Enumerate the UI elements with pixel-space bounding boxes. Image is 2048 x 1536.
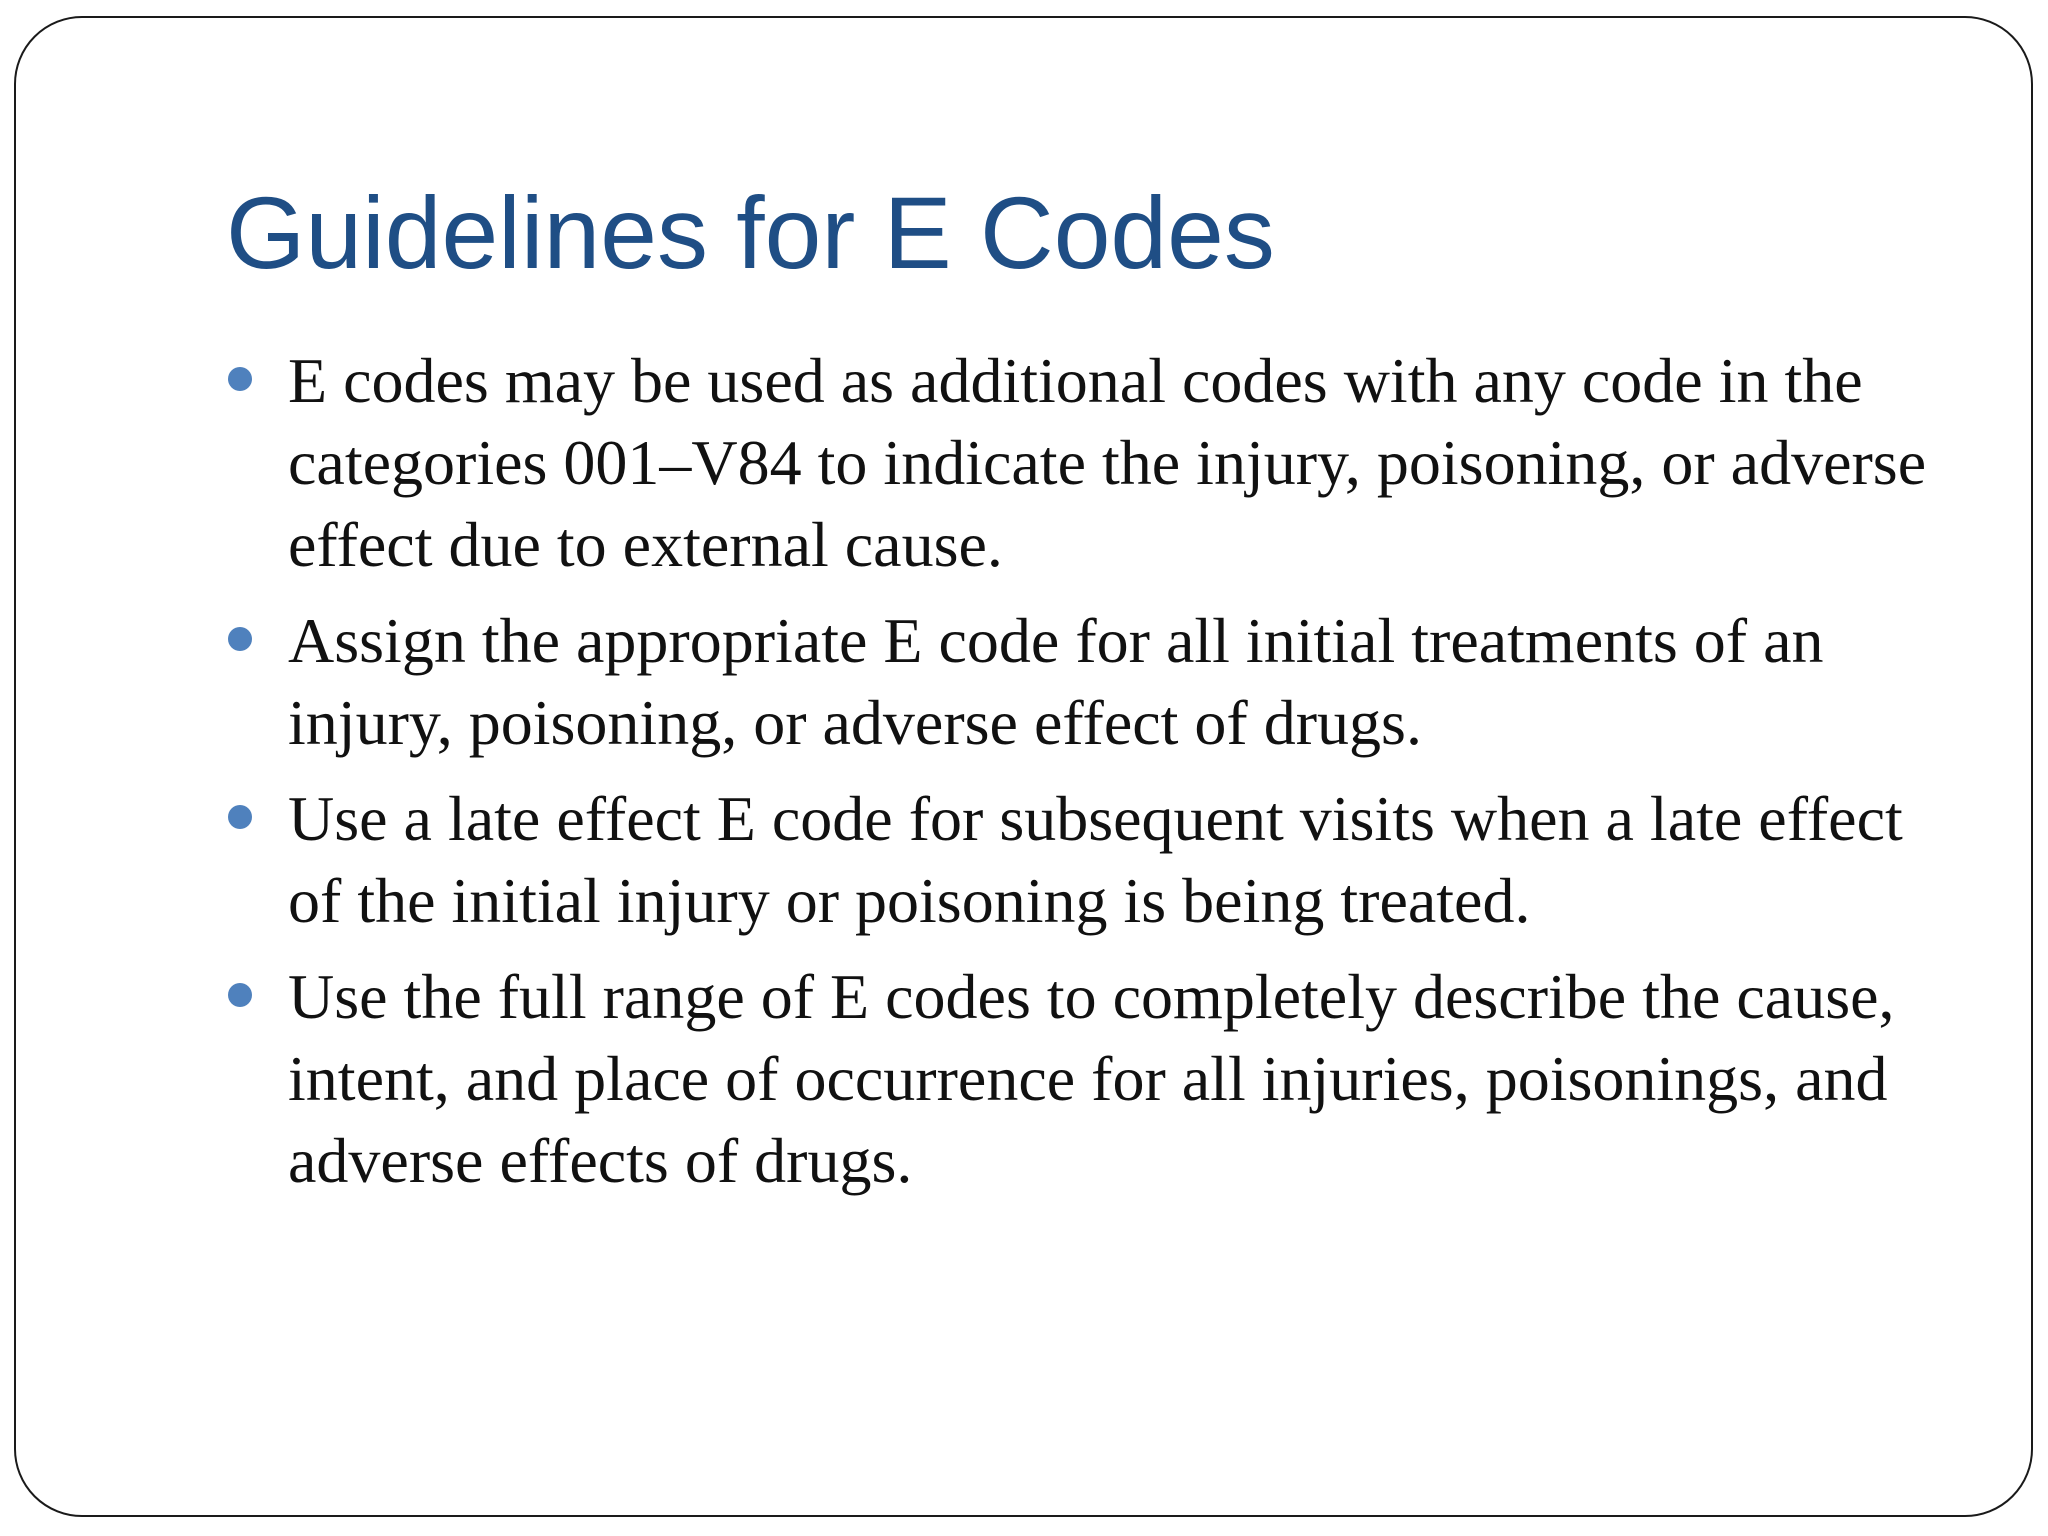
bullet-dot-icon — [228, 627, 252, 651]
bullet-text: Assign the appropriate E code for all initial treatments of an injury, poisoning, or adverse effect of drugs. — [288, 605, 1824, 758]
bullet-text: Use a late effect E code for subsequent visits when a late effect of the initial injury or poisoning is being treated. — [288, 783, 1903, 936]
bullet-text: E codes may be used as additional codes with any code in the categories 001–V84 to indicate the injury, poisoning, or adverse effect due to external cause. — [288, 345, 1927, 580]
bullet-item — [226, 600, 1946, 764]
bullet-dot-icon — [228, 805, 252, 829]
bullet-item — [226, 778, 1946, 942]
bullet-dot-icon — [228, 367, 252, 391]
bullet-text: Use the full range of E codes to completely describe the cause, intent, and place of occurrence for all injuries, poisonings, and adverse effects of drugs. — [288, 961, 1895, 1196]
bullet-item — [226, 340, 1946, 586]
bullet-list — [226, 340, 1946, 1216]
bullet-dot-icon — [228, 983, 252, 1007]
slide-title: Guidelines for E Codes — [226, 176, 1275, 290]
bullet-item — [226, 956, 1946, 1202]
